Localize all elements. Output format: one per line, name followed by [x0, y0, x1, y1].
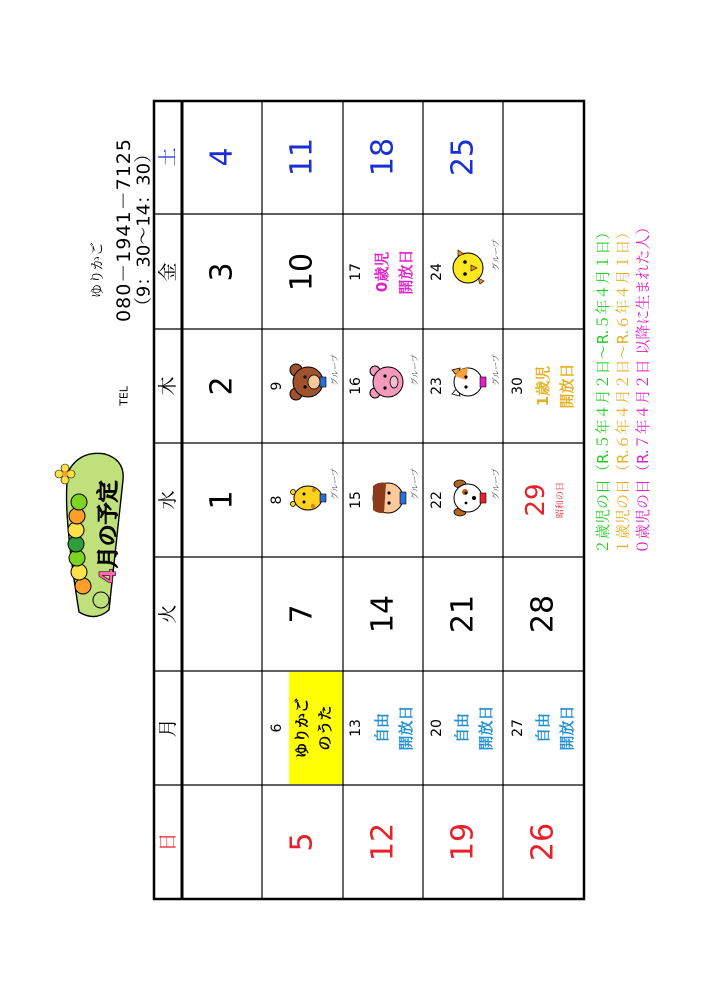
contact-name: ゆりかご [90, 242, 106, 298]
song-line-2: のうた [316, 705, 334, 751]
day-3: 3 [204, 262, 240, 282]
free-open-27-line-1: 自由 [534, 712, 552, 744]
one-open-line-2: 開放日 [558, 363, 576, 409]
free-open-13-line-2: 開放日 [397, 705, 415, 751]
day-6: 6 [269, 723, 285, 733]
one-open-line-1: 1歳児 [534, 365, 552, 407]
header-mon: 月 [157, 718, 179, 738]
day-22: 22 [429, 491, 445, 509]
page-title: 4月の予定 [96, 480, 122, 584]
dog-icon [454, 480, 486, 516]
day-12: 12 [365, 822, 401, 862]
giraffe-icon [291, 486, 327, 510]
day-23: 23 [429, 377, 445, 395]
day-headers [157, 147, 179, 851]
group-label-9: グループ [330, 354, 340, 386]
day-28: 28 [525, 594, 561, 634]
showa-day-label: 昭和の日 [556, 481, 566, 519]
title-badge [55, 453, 123, 616]
day-17: 17 [348, 263, 364, 281]
free-open-20-line-2: 開放日 [477, 705, 495, 751]
chick-icon [453, 250, 484, 284]
child-icon [373, 483, 406, 514]
contact-info [90, 138, 155, 407]
free-open-20-line-1: 自由 [453, 712, 471, 744]
day-29: 29 [521, 483, 551, 517]
legend-zero-year: ０歳児の日（R.７年４月２日 以降に生まれた人） [634, 219, 652, 554]
tel-label: TEL [117, 386, 131, 406]
header-sat: 土 [157, 147, 179, 167]
zero-open-line-2: 開放日 [397, 249, 415, 295]
phone-number: 080－1941－7125 [113, 138, 135, 322]
zero-open-line-1: 0歳児 [373, 251, 391, 293]
group-label-23: グループ [491, 354, 501, 386]
day-5: 5 [284, 832, 320, 852]
week-5 [510, 363, 576, 861]
group-label-24: グループ [491, 239, 501, 271]
legend-two-year: ２歳児の日（R.５年４月２日～R.５年４月１日） [594, 224, 612, 554]
day-25: 25 [445, 137, 481, 177]
day-16: 16 [348, 377, 364, 395]
day-15: 15 [348, 491, 364, 509]
header-sun: 日 [157, 832, 179, 852]
day-11: 11 [284, 137, 320, 177]
bear-icon [290, 364, 326, 400]
free-open-27-line-2: 開放日 [558, 705, 576, 751]
group-label-8: グループ [330, 468, 340, 500]
day-27: 27 [510, 719, 526, 737]
day-19: 19 [445, 822, 481, 862]
day-20: 20 [429, 719, 445, 737]
pig-icon [370, 366, 403, 398]
day-18: 18 [365, 137, 401, 177]
group-label-16: グループ [410, 354, 420, 386]
legend [594, 220, 652, 554]
day-13: 13 [348, 719, 364, 737]
header-fri: 金 [157, 262, 179, 282]
group-label-22: グループ [491, 468, 501, 500]
day-21: 21 [445, 594, 481, 634]
group-label-15: グループ [410, 468, 420, 500]
header-tue: 火 [157, 604, 179, 624]
day-1: 1 [204, 490, 240, 510]
day-8: 8 [269, 495, 285, 505]
day-30: 30 [510, 377, 526, 395]
day-7: 7 [284, 604, 320, 624]
day-9: 9 [269, 381, 285, 391]
day-14: 14 [365, 594, 401, 634]
day-2: 2 [204, 376, 240, 396]
day-4: 4 [204, 147, 240, 167]
header-thu: 木 [157, 376, 179, 396]
song-line-1: ゆりかご [293, 697, 311, 759]
legend-one-year: １歳児の日（R.６年４月２日～R.６年４月１日） [614, 224, 632, 554]
opening-hours: （9：30～14：30） [133, 144, 155, 316]
day-24: 24 [429, 263, 445, 281]
day-10: 10 [284, 252, 320, 292]
cat-icon [452, 368, 486, 396]
header-wed: 水 [157, 490, 179, 510]
day-26: 26 [525, 822, 561, 862]
free-open-13-line-1: 自由 [373, 712, 391, 744]
